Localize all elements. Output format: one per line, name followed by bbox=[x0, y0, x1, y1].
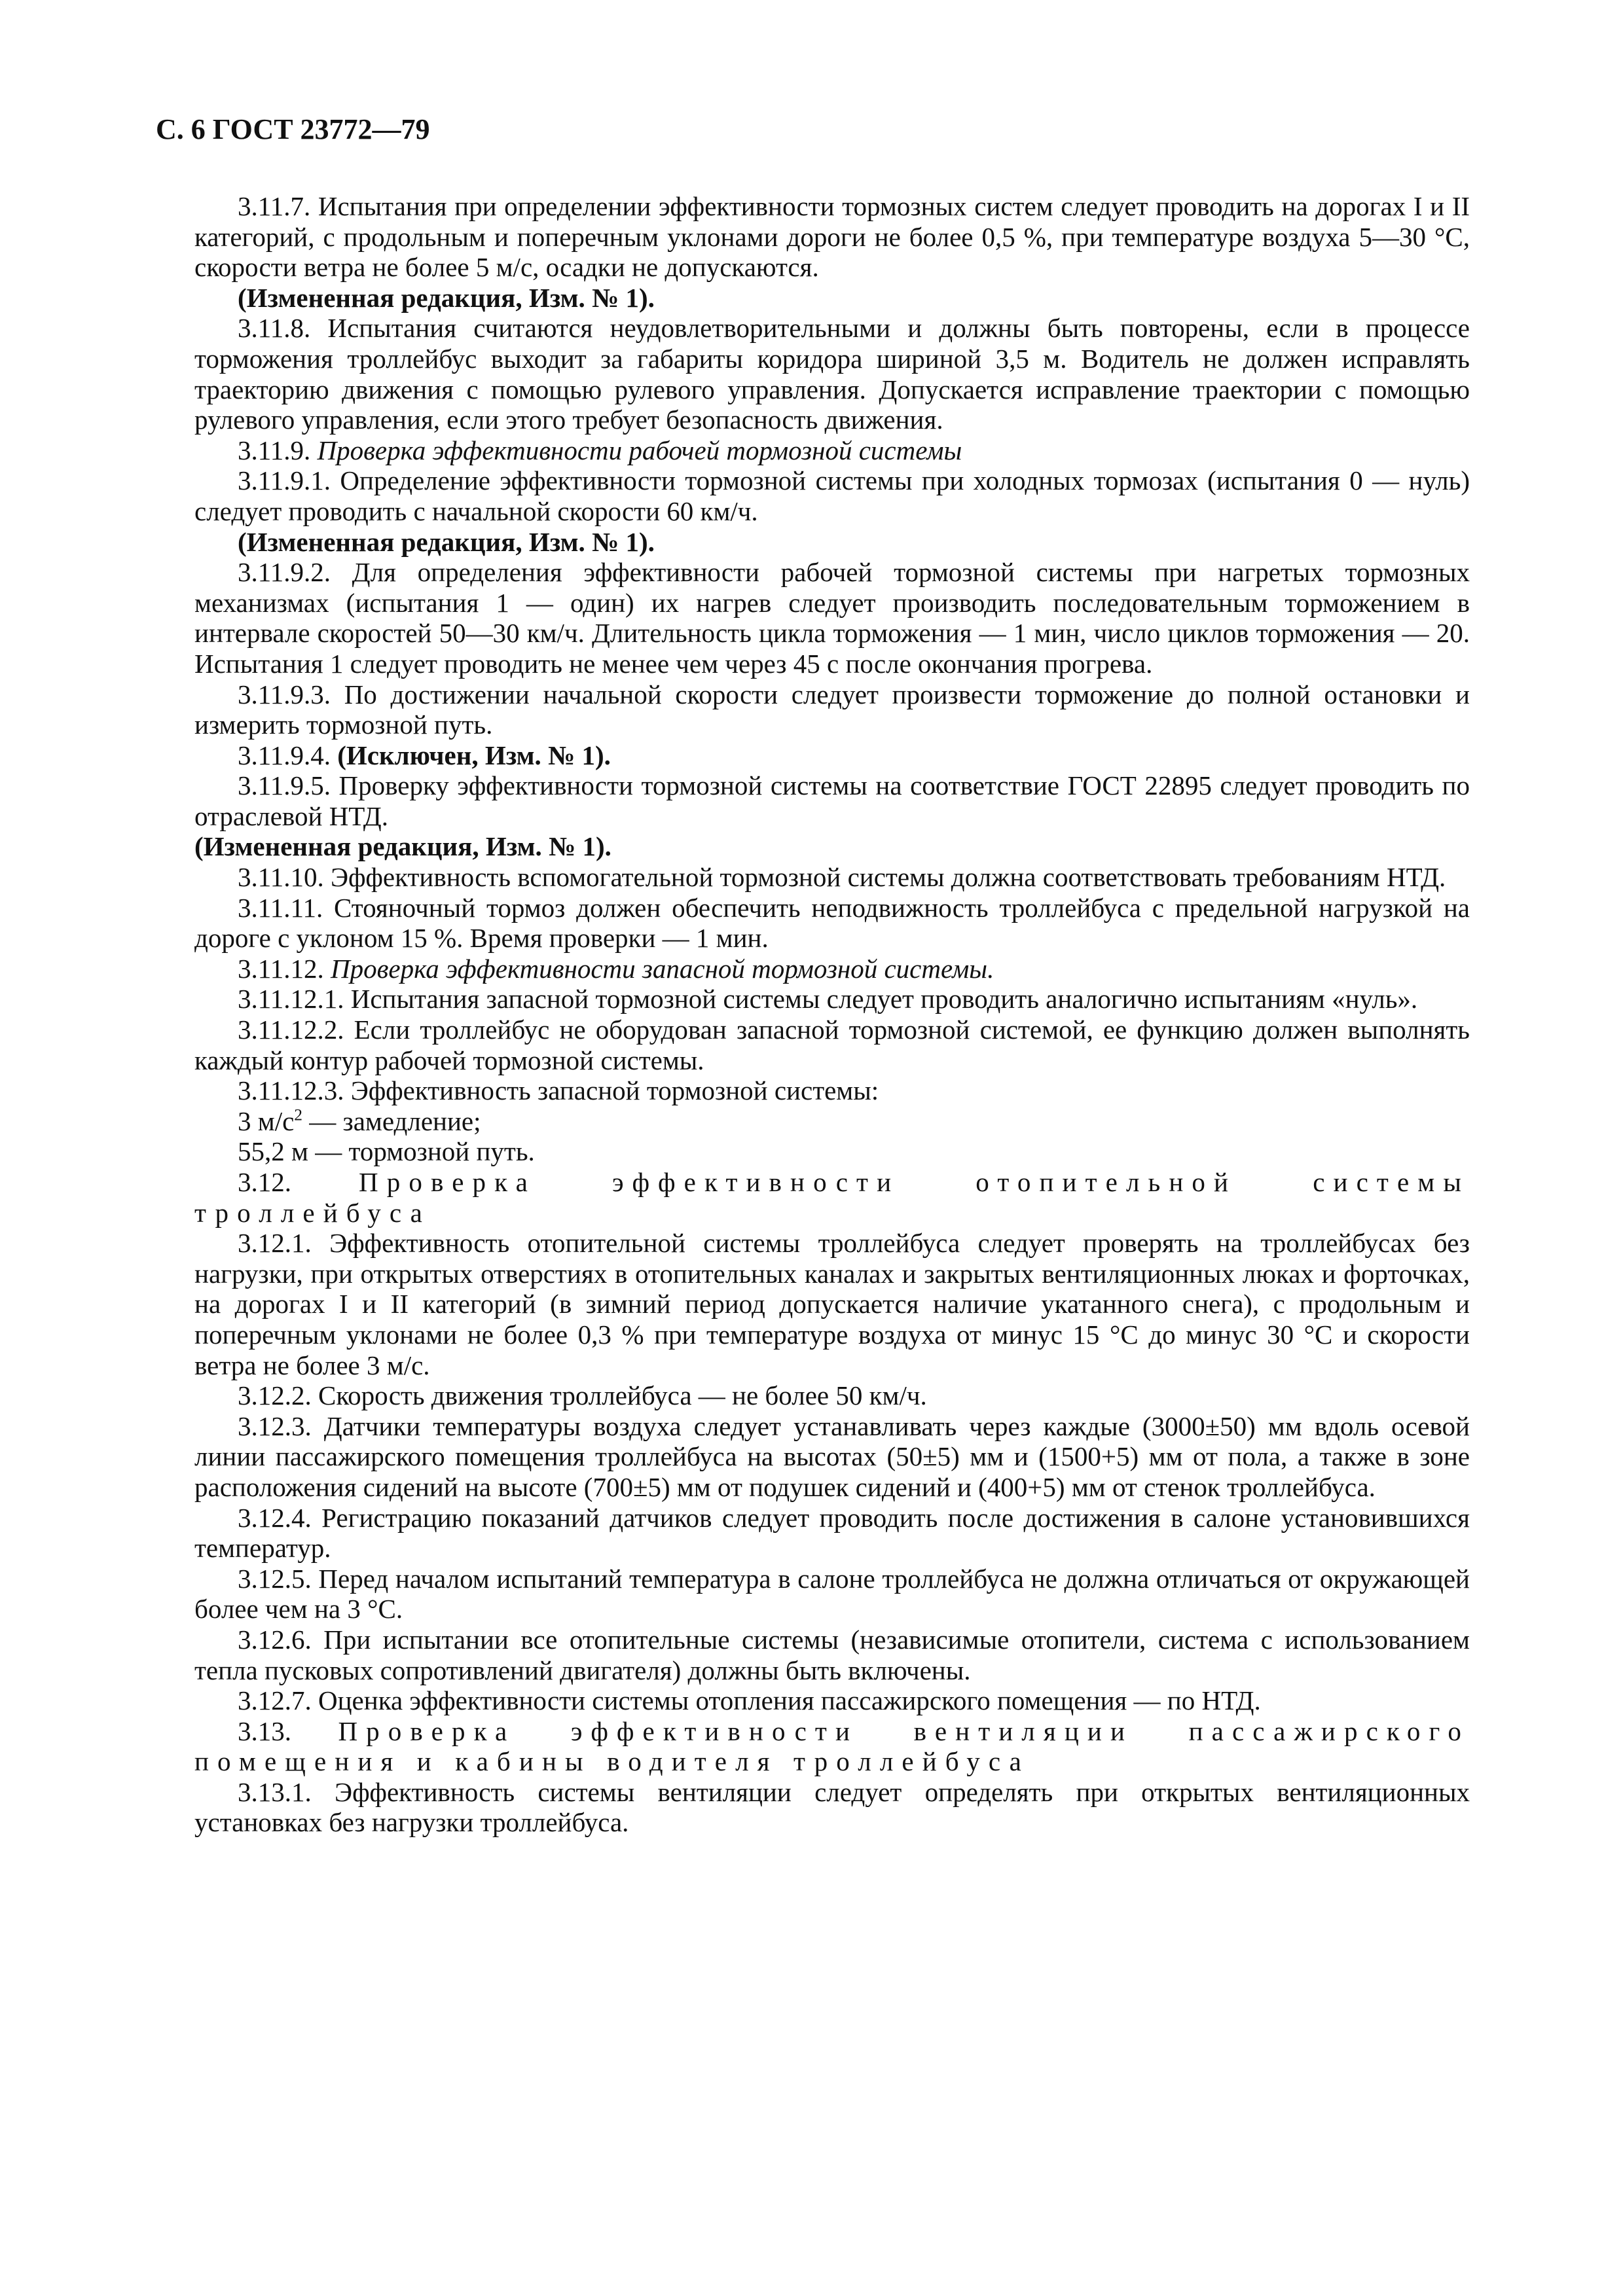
section-heading-3-11-9 bbox=[194, 435, 1470, 466]
section-number: 3.11.12. bbox=[238, 953, 324, 984]
paragraph-3-11-12-2: 3.11.12.2. Если троллейбус не оборудован запасной тормозной системой, ее функцию должен выполнять каждый контур рабочей тормозной системы. bbox=[194, 1014, 1470, 1075]
section-heading-3-11-12 bbox=[194, 954, 1470, 984]
paragraph-3-11-9-2: 3.11.9.2. Для определения эффективности рабочей тормозной системы при нагретых тормозных механизмах (испытания 1 — один) их нагрев следует производить последовательным торможением в интервале скоростей 50—30 км/ч. Длительность цикла торможения — 1 мин, число циклов торможения — 20. Испытания 1 следует проводить не менее чем через 45 с после окончания прогрева. bbox=[194, 557, 1470, 679]
paragraph-3-11-8: 3.11.8. Испытания считаются неудовлетворительными и должны быть повторены, если в процессе торможения троллейбус выходит за габариты коридора шириной 3,5 м. Водитель не должен исправлять траекторию движения с помощью рулевого управления. Допускается исправление траектории с помощью рулевого управления, если этого требует безопасность движения. bbox=[194, 313, 1470, 435]
paragraph-3-11-9-5: 3.11.9.5. Проверку эффективности тормозной системы на соответствие ГОСТ 22895 следует проводить по отраслевой НТД. bbox=[194, 770, 1470, 831]
paragraph-3-12-5: 3.12.5. Перед началом испытаний температура в салоне троллейбуса не должна отличаться от окружающей более чем на 3 °С. bbox=[194, 1563, 1470, 1624]
paragraph-3-13-1: 3.13.1. Эффективность системы вентиляции следует определять при открытых вентиляционных установках без нагрузки троллейбуса. bbox=[194, 1776, 1470, 1838]
section-title: Проверка эффективности отопительной системы троллейбуса bbox=[194, 1167, 1470, 1228]
excluded-note: (Исключен, Изм. № 1). bbox=[337, 740, 611, 770]
paragraph-3-12-7: 3.12.7. Оценка эффективности системы отопления пассажирского помещения — по НТД. bbox=[238, 1685, 1261, 1716]
section-number: 3.12. bbox=[238, 1167, 291, 1197]
paragraph-3-11-11: 3.11.11. Стояночный тормоз должен обеспечить неподвижность троллейбуса с предельной нагрузкой на дороге с уклоном 15 %. Время проверки — 1 мин. bbox=[194, 892, 1470, 954]
paragraph-3-11-7: 3.11.7. Испытания при определении эффективности тормозных систем следует проводить на дорогах I и II категорий, с продольным и поперечным уклонами дороги не более 0,5 %, при температуре воздуха 5—30 °С, скорости ветра не более 5 м/с, осадки не допускаются. bbox=[194, 191, 1470, 283]
section-heading-3-12 bbox=[194, 1167, 1470, 1228]
value-desc: — замедление; bbox=[302, 1105, 481, 1136]
paragraph-3-11-10: 3.11.10. Эффективность вспомогательной тормозной системы должна соответствовать требованиям НТД. bbox=[238, 862, 1446, 893]
amendment-note: (Измененная редакция, Изм. № 1). bbox=[238, 282, 655, 313]
paragraph-3-11-12-3: 3.11.12.3. Эффективность запасной тормозной системы: bbox=[238, 1075, 879, 1106]
section-number: 3.13. bbox=[238, 1715, 291, 1746]
amendment-note: (Измененная редакция, Изм. № 1). bbox=[194, 831, 611, 862]
paragraph-3-12-6: 3.12.6. При испытании все отопительные системы (независимые отопители, система с использованием тепла пусковых сопротивлений двигателя) должны быть включены. bbox=[194, 1624, 1470, 1685]
section-number: 3.11.9.4. bbox=[238, 740, 331, 770]
paragraph-3-12-2: 3.12.2. Скорость движения троллейбуса — не более 50 км/ч. bbox=[238, 1380, 927, 1411]
value-text: 3 м/с bbox=[238, 1105, 295, 1136]
page-header: С. 6 ГОСТ 23772—79 bbox=[156, 113, 430, 145]
value-superscript: 2 bbox=[294, 1105, 302, 1124]
paragraph-3-12-1: 3.12.1. Эффективность отопительной системы троллейбуса следует проверять на троллейбусах без нагрузки, при открытых отверстиях в отопительных каналах и закрытых вентиляционных люках и форточках, на дорогах I и II категорий (в зимний период допускается наличие укатанного снега), с продольным и поперечным уклонами не более 0,3 % при температуре воздуха от минус 15 °С до минус 30 °С и скорости ветра не более 3 м/с. bbox=[194, 1228, 1470, 1380]
section-title: Проверка эффективности рабочей тормозной системы bbox=[317, 435, 962, 465]
paragraph-3-11-9-3: 3.11.9.3. По достижении начальной скорости следует произвести торможение до полной остановки и измерить тормозной путь. bbox=[194, 679, 1470, 740]
section-heading-3-13 bbox=[194, 1716, 1470, 1777]
paragraph-3-12-3: 3.12.3. Датчики температуры воздуха следует устанавливать через каждые (3000±50) мм вдоль осевой линии пассажирского помещения троллейбуса на высотах (50±5) мм и (1500+5) мм от пола, а также в зоне расположения сидений на высоте (700±5) мм от подушек сидений и (400+5) мм от стенок троллейбуса. bbox=[194, 1410, 1470, 1502]
section-title: Проверка эффективности запасной тормозной системы. bbox=[330, 953, 994, 984]
amendment-note: (Измененная редакция, Изм. № 1). bbox=[238, 526, 655, 557]
value-braking-distance: 55,2 м — тормозной путь. bbox=[238, 1136, 535, 1167]
document-body bbox=[194, 191, 1470, 1838]
section-title: Проверка эффективности вентиляции пассажирского помещения и кабины водителя троллейбуса bbox=[194, 1715, 1470, 1777]
paragraph-3-12-4: 3.12.4. Регистрацию показаний датчиков следует проводить после достижения в салоне установившихся температур. bbox=[194, 1502, 1470, 1564]
section-number: 3.11.9. bbox=[238, 435, 311, 465]
paragraph-3-11-9-4 bbox=[194, 740, 1470, 771]
paragraph-3-11-9-1: 3.11.9.1. Определение эффективности тормозной системы при холодных тормозах (испытания 0 — нуль) следует проводить с начальной скорости 60 км/ч. bbox=[194, 465, 1470, 526]
paragraph-3-11-12-1: 3.11.12.1. Испытания запасной тормозной системы следует проводить аналогично испытаниям «нуль». bbox=[238, 984, 1418, 1014]
value-deceleration bbox=[194, 1106, 1470, 1137]
